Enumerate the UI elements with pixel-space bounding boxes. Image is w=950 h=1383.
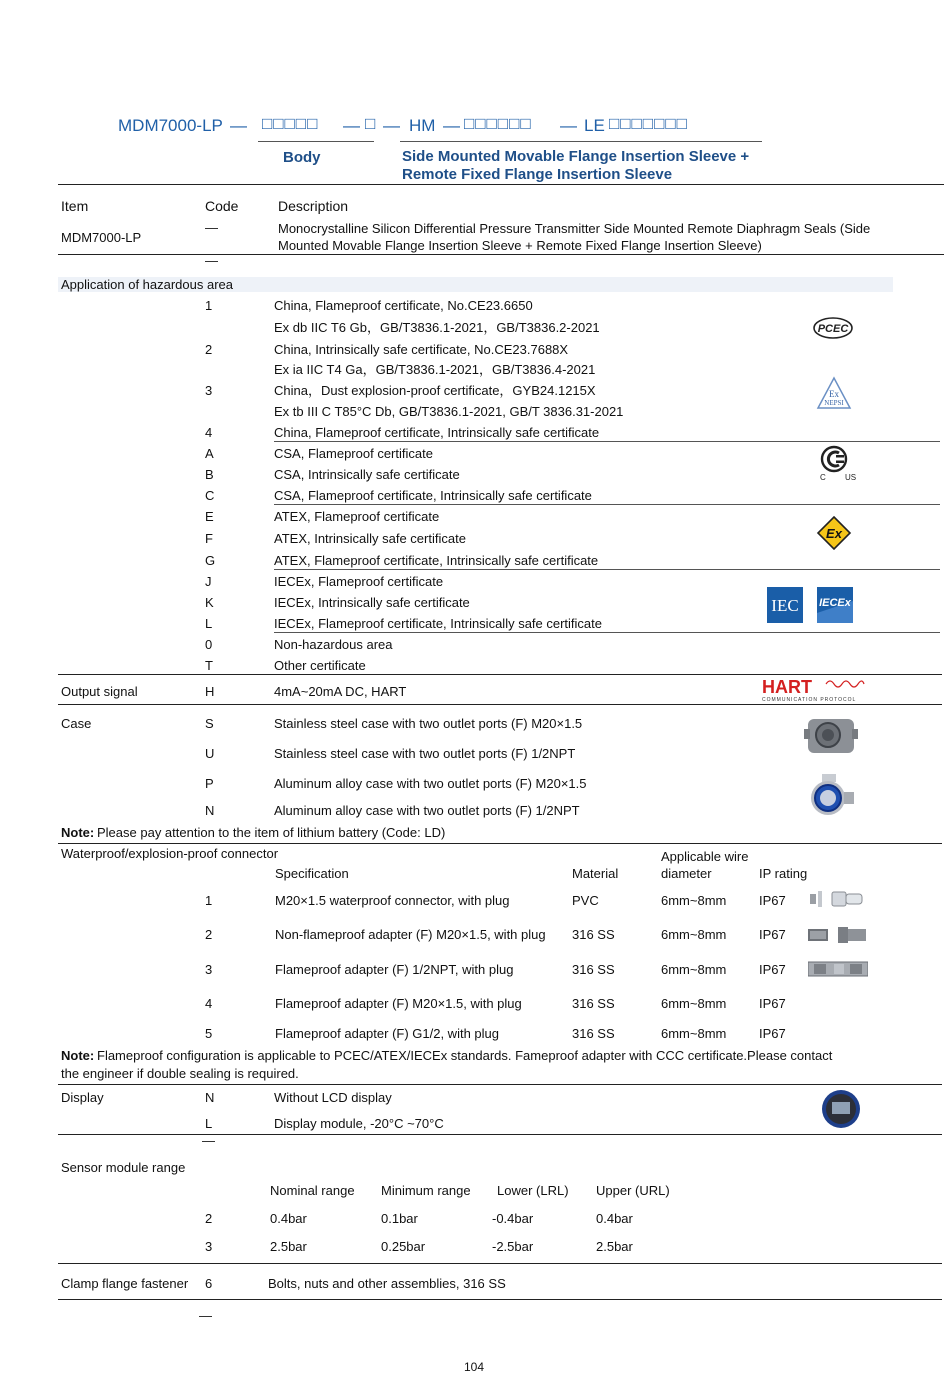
connector-material: 316 SS	[572, 996, 615, 1011]
header-hm: HM	[409, 116, 436, 135]
sensor-lower: -2.5bar	[492, 1239, 534, 1254]
sensor-head-lower: Lower (LRL)	[497, 1183, 569, 1198]
header-dash: —	[560, 116, 577, 135]
case-code: U	[205, 746, 215, 761]
hazard-text: Ex db IIC T6 Gb，GB/T3836.1-2021，GB/T3836.2-2021	[274, 320, 600, 335]
connector-spec: Non-flameproof adapter (F) M20×1.5, with plug	[275, 927, 546, 942]
sensor-label: Sensor module range	[61, 1160, 186, 1175]
hazard-code: 4	[205, 425, 213, 440]
connector-spec: Flameproof adapter (F) M20×1.5, with plug	[275, 996, 522, 1011]
hazard-text: CSA, Flameproof certificate	[274, 446, 433, 461]
group-divider	[274, 504, 940, 505]
sensor-head-min: Minimum range	[381, 1183, 471, 1198]
output-label: Output signal	[61, 684, 138, 699]
connector-spec: Flameproof adapter (F) 1/2NPT, with plug	[275, 962, 514, 977]
hazard-code: G	[205, 553, 216, 568]
case-text: Aluminum alloy case with two outlet ports (F) M20×1.5	[274, 776, 587, 791]
hazard-code: B	[205, 467, 214, 482]
connector-wire: 6mm~8mm	[661, 893, 727, 908]
sensor-lower: -0.4bar	[492, 1211, 534, 1226]
hazard-code: 3	[205, 383, 213, 398]
connector-head-material: Material	[572, 866, 619, 881]
connector-material: 316 SS	[572, 1026, 615, 1041]
svg-text:US: US	[845, 473, 857, 481]
divider	[58, 254, 944, 255]
flameproof-connector-image	[808, 958, 868, 985]
header-dash: —	[443, 116, 460, 135]
connector-ip: IP67	[759, 962, 786, 977]
connector-wire: 6mm~8mm	[661, 962, 727, 977]
hazard-text: IECEx, Flameproof certificate, Intrinsically safe certificate	[274, 616, 603, 631]
connector-note-label: Note:	[61, 1048, 95, 1063]
connector-ip: IP67	[759, 927, 786, 942]
case-code: P	[205, 776, 214, 791]
connector-code: 5	[205, 1026, 213, 1041]
connector-material: 316 SS	[572, 927, 615, 942]
atex-ex-logo	[816, 516, 852, 555]
header-underline	[400, 141, 762, 142]
clamp-code: 6	[205, 1276, 213, 1291]
clamp-text: Bolts, nuts and other assemblies, 316 SS	[268, 1276, 506, 1291]
hazard-text: Other certificate	[274, 658, 366, 673]
connector-code: 2	[205, 927, 213, 942]
sensor-code: 3	[205, 1239, 213, 1254]
group-divider	[274, 441, 940, 442]
svg-text:PCEC: PCEC	[817, 323, 849, 335]
hazard-text: ATEX, Flameproof certificate, Intrinsically safe certificate	[274, 553, 599, 568]
col-item-header: Item	[61, 198, 89, 214]
display-label: Display	[61, 1090, 104, 1105]
svg-text:C: C	[820, 473, 826, 481]
blank-code-dash: —	[202, 1133, 215, 1148]
hazard-code: L	[205, 616, 213, 631]
hazard-code: T	[205, 658, 213, 673]
hazard-text: CSA, Intrinsically safe certificate	[274, 467, 460, 482]
model-desc-line1: Monocrystalline Silicon Differential Pressure Transmitter Side Mounted Remote Diaphragm Seals (Side	[278, 221, 871, 236]
iecex-logo	[817, 587, 859, 628]
output-code: H	[205, 684, 215, 699]
output-text: 4mA~20mA DC, HART	[274, 684, 407, 699]
hazard-code: J	[205, 574, 212, 589]
connector-code: 4	[205, 996, 213, 1011]
hazard-text: CSA, Flameproof certificate, Intrinsically safe certificate	[274, 488, 592, 503]
hazard-text: IECEx, Flameproof certificate	[274, 574, 444, 589]
connector-wire: 6mm~8mm	[661, 927, 727, 942]
connector-code: 1	[205, 893, 213, 908]
header-boxes: □□□□□□□	[609, 114, 688, 133]
connector-ip: IP67	[759, 1026, 786, 1041]
header-dash: —	[383, 116, 400, 135]
svg-text:Ex: Ex	[826, 526, 842, 541]
hazard-code: A	[205, 446, 214, 461]
display-text: Without LCD display	[274, 1090, 392, 1105]
connector-wire: 6mm~8mm	[661, 996, 727, 1011]
connector-code: 3	[205, 962, 213, 977]
case-code: N	[205, 803, 215, 818]
sensor-upper: 2.5bar	[596, 1239, 633, 1254]
hazard-text: China, Intrinsically safe certificate, No.CE23.7688X	[274, 342, 569, 357]
case-note-text: Please pay attention to the item of lithium battery (Code: LD)	[97, 825, 446, 840]
sensor-nominal: 0.4bar	[270, 1211, 307, 1226]
divider	[58, 1299, 942, 1300]
col-desc-header: Description	[278, 198, 349, 214]
connector-material: PVC	[572, 893, 599, 908]
hazard-code: E	[205, 509, 214, 524]
svg-text:Ex: Ex	[829, 389, 839, 399]
svg-text:COMMUNICATION PROTOCOL: COMMUNICATION PROTOCOL	[762, 697, 857, 703]
sensor-min: 0.25bar	[381, 1239, 426, 1254]
lcd-display-image	[820, 1088, 862, 1135]
pcec-logo	[812, 316, 854, 345]
hazard-code: 2	[205, 342, 213, 357]
csa-logo	[818, 443, 858, 486]
sensor-code: 2	[205, 1211, 213, 1226]
hazard-text: Ex ia IIC T4 Ga，GB/T3836.1-2021，GB/T3836.4-2021	[274, 362, 596, 377]
header-boxes: □	[365, 114, 376, 133]
waterproof-connector-image	[810, 888, 866, 915]
sensor-head-upper: Upper (URL)	[596, 1183, 670, 1198]
connector-head-spec: Specification	[275, 866, 349, 881]
steel-case-image	[804, 713, 860, 764]
connector-head-wire: Applicable wire	[661, 849, 749, 864]
display-text: Display module, -20°C ~70°C	[274, 1116, 444, 1131]
connector-wire: 6mm~8mm	[661, 1026, 727, 1041]
group-divider	[274, 569, 940, 570]
divider	[58, 1084, 942, 1085]
hazard-code: 0	[205, 637, 213, 652]
divider	[58, 1134, 942, 1135]
header-le: LE	[584, 116, 605, 135]
col-code-header: Code	[205, 198, 239, 214]
case-note-label: Note:	[61, 825, 95, 840]
group-divider	[274, 632, 940, 633]
case-text: Stainless steel case with two outlet ports (F) 1/2NPT	[274, 746, 576, 761]
case-text: Aluminum alloy case with two outlet ports (F) 1/2NPT	[274, 803, 580, 818]
hazard-code: C	[205, 488, 215, 503]
connector-spec: Flameproof adapter (F) G1/2, with plug	[275, 1026, 499, 1041]
body-label: Body	[283, 149, 321, 166]
sensor-upper: 0.4bar	[596, 1211, 633, 1226]
hazard-section-title: Application of hazardous area	[61, 277, 234, 292]
header-underline	[258, 141, 374, 142]
sensor-nominal: 2.5bar	[270, 1239, 307, 1254]
divider	[58, 704, 942, 705]
clamp-label: Clamp flange fastener	[61, 1276, 189, 1291]
nepsi-logo	[816, 376, 852, 417]
hazard-text: China，Dust explosion-proof certificate，GYB24.1215X	[274, 383, 596, 398]
connector-spec: M20×1.5 waterproof connector, with plug	[275, 893, 510, 908]
divider	[58, 184, 944, 185]
sensor-head-nominal: Nominal range	[270, 1183, 355, 1198]
connector-note-line2: the engineer if double sealing is required.	[61, 1066, 299, 1081]
svg-text:HART: HART	[762, 677, 812, 697]
model-code: MDM7000-LP	[118, 116, 223, 135]
model-code-dash: —	[205, 220, 218, 235]
header-dash: —	[230, 116, 247, 135]
case-text: Stainless steel case with two outlet ports (F) M20×1.5	[274, 716, 583, 731]
divider	[58, 1263, 942, 1264]
blank-code-dash: —	[205, 253, 218, 268]
sleeve-label-line2: Remote Fixed Flange Insertion Sleeve	[402, 166, 673, 183]
divider	[58, 674, 942, 675]
divider	[58, 843, 942, 844]
case-label: Case	[61, 716, 92, 731]
hazard-code: K	[205, 595, 214, 610]
hazard-code: 1	[205, 298, 213, 313]
model-desc-line2: Mounted Movable Flange Insertion Sleeve + Remote Fixed Flange Insertion Sleeve)	[278, 238, 762, 253]
connector-ip: IP67	[759, 996, 786, 1011]
header-boxes: □□□□□□	[464, 114, 532, 133]
case-code: S	[205, 716, 214, 731]
sleeve-label-line1: Side Mounted Movable Flange Insertion Sleeve +	[402, 148, 750, 165]
hazard-text: ATEX, Flameproof certificate	[274, 509, 440, 524]
svg-text:NEPSI: NEPSI	[824, 399, 844, 407]
connector-head-ip: IP rating	[759, 866, 808, 881]
hazard-text: Ex tb III C T85°C Db, GB/T3836.1-2021, GB/T 3836.31-2021	[274, 404, 624, 419]
header-dash: —	[343, 116, 360, 135]
connector-head-wire-2: diameter	[661, 866, 712, 881]
iec-logo	[767, 587, 803, 628]
model-name: MDM7000-LP	[61, 230, 142, 245]
svg-text:IEC: IEC	[771, 596, 799, 615]
hazard-code: F	[205, 531, 213, 546]
connector-ip: IP67	[759, 893, 786, 908]
hazard-text: China, Flameproof certificate, No.CE23.6650	[274, 298, 533, 313]
aluminum-case-image	[806, 772, 858, 823]
header-boxes: □□□□□	[262, 114, 319, 133]
hazard-text: ATEX, Intrinsically safe certificate	[274, 531, 466, 546]
blank-code-dash: —	[199, 1308, 212, 1323]
page-number: 104	[464, 1360, 485, 1374]
connector-material: 316 SS	[572, 962, 615, 977]
display-code: L	[205, 1116, 213, 1131]
display-code: N	[205, 1090, 215, 1105]
hazard-text: Non-hazardous area	[274, 637, 393, 652]
svg-text:IECEx: IECEx	[819, 597, 851, 609]
connector-section-title: Waterproof/explosion-proof connector	[61, 846, 279, 861]
adapter-connector-image	[808, 924, 868, 951]
hazard-text: IECEx, Intrinsically safe certificate	[274, 595, 470, 610]
sensor-min: 0.1bar	[381, 1211, 418, 1226]
hazard-text: China, Flameproof certificate, Intrinsically safe certificate	[274, 425, 600, 440]
connector-note-line1: Flameproof configuration is applicable to PCEC/ATEX/IECEx standards. Fameproof adapter with CCC certificate.Please contact	[97, 1048, 833, 1063]
